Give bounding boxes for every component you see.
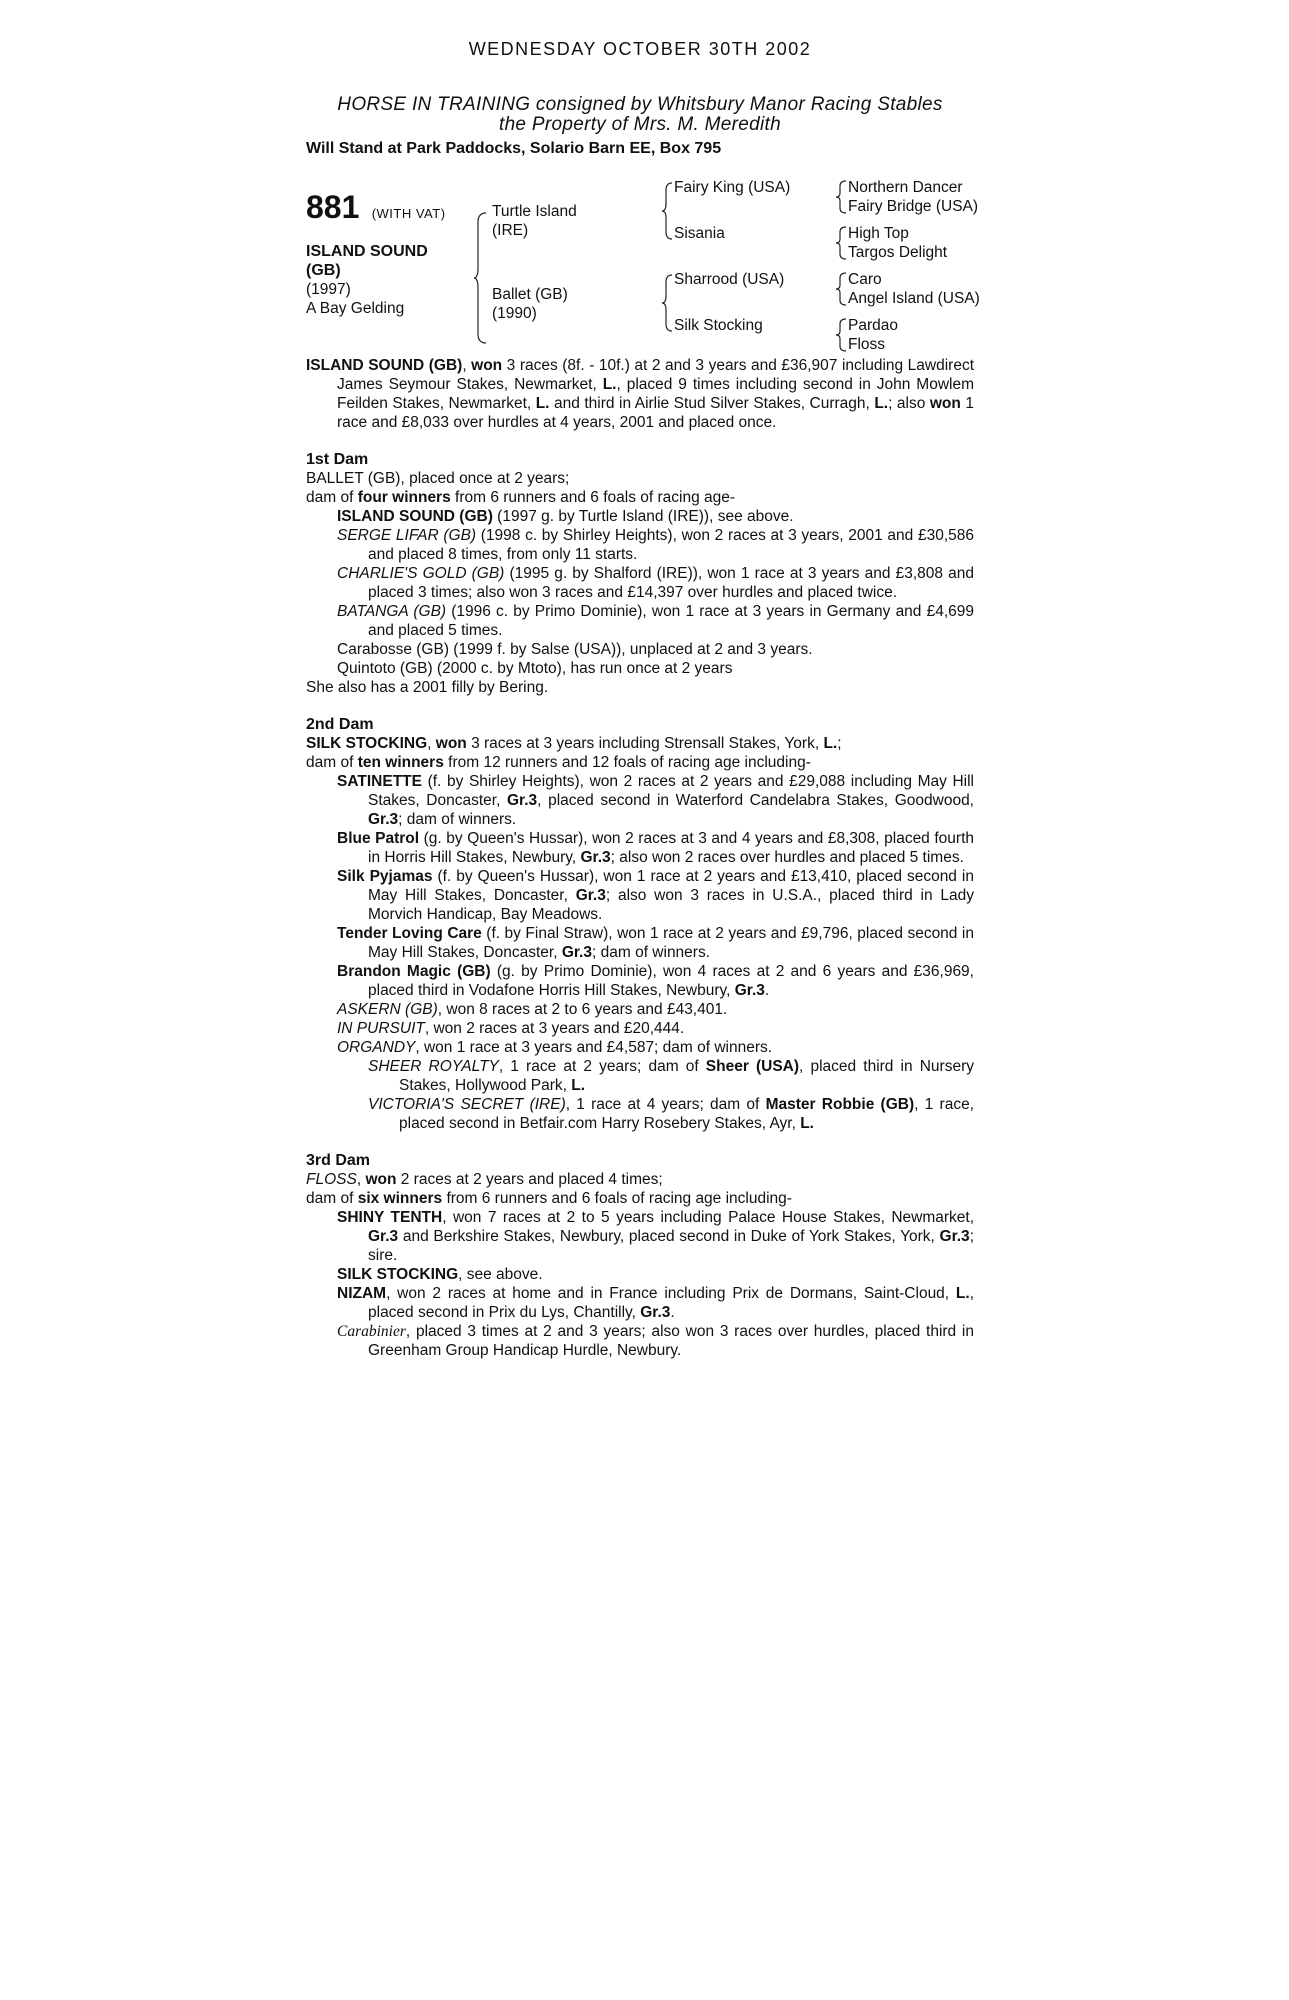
ped-dsd: Angel Island (USA) [848, 290, 980, 307]
stand-location: Will Stand at Park Paddocks, Solario Barn EE, Box 795 [306, 140, 722, 157]
dam3-summary: FLOSS, won 2 races at 2 years and placed 4 times; [306, 1171, 663, 1188]
ped-sss: Northern Dancer [848, 179, 963, 196]
catalogue-page [306, 39, 980, 1360]
ped-dss: Caro [848, 271, 882, 288]
race-record: ISLAND SOUND (GB), won 3 races (8f. - 10f.) at 2 and 3 years and £36,907 including Lawdirect James Seymour Stakes, Newmarket, L., placed 9 times including second in John Mowlem Feilden Stakes, Newmarket, L. and third in Airlie Stud Silver Stakes, Curragh, L.; also won 1 race and £8,033 over hurdles at 4 years, 2001 and placed once. [306, 357, 974, 431]
pedigree-block [306, 172, 980, 356]
brace-icon [836, 226, 848, 260]
list-item: SATINETTE (f. by Shirley Heights), won 2 races at 2 years and £29,088 including May Hill Stakes, Doncaster, Gr.3, placed second in Waterford Candelabra Stakes, Goodwood, Gr.3; dam of winners. [337, 773, 974, 828]
brace-icon [836, 318, 848, 352]
sire-country: (IRE) [492, 222, 529, 239]
dam1-summary: BALLET (GB), placed once at 2 years; [306, 470, 570, 487]
list-item: SHEER ROYALTY, 1 race at 2 years; dam of Sheer (USA), placed third in Nursery Stakes, Hollywood Park, L. [368, 1058, 974, 1094]
dam-year: (1990) [492, 305, 537, 322]
ped-sdd: Targos Delight [848, 244, 948, 261]
horse-name-line-1: ISLAND SOUND [306, 243, 428, 260]
dam-dam: Silk Stocking [674, 317, 763, 334]
vat-note: (WITH VAT) [371, 206, 446, 221]
list-item: Carabinier, placed 3 times at 2 and 3 years; also won 3 races over hurdles, placed third in Greenham Group Handicap Hurdle, Newbury. [337, 1323, 974, 1359]
list-item: Brandon Magic (GB) (g. by Primo Dominie), won 4 races at 2 and 6 years and £36,969, placed third in Vodafone Horris Hill Stakes, Newbury, Gr.3. [337, 963, 974, 999]
horse-year: (1997) [306, 281, 351, 298]
section-heading-3rd-dam: 3rd Dam [306, 1152, 371, 1169]
dam-sire: Sharrood (USA) [674, 271, 785, 288]
horse-name-line-2: (GB) [306, 262, 341, 279]
lot-heading [306, 190, 446, 224]
horse-description: A Bay Gelding [306, 300, 405, 317]
list-item: Carabosse (GB) (1999 f. by Salse (USA)), unplaced at 2 and 3 years. [337, 641, 813, 658]
consignment-line-2: the Property of Mrs. M. Meredith [498, 114, 782, 135]
list-item: ORGANDY, won 1 race at 3 years and £4,587; dam of winners. [337, 1039, 773, 1056]
brace-icon [662, 182, 674, 240]
sire-name: Turtle Island [492, 203, 577, 220]
list-item: BATANGA (GB) (1996 c. by Primo Dominie), won 1 race at 3 years in Germany and £4,699 and placed 5 times. [337, 603, 974, 639]
list-item: SERGE LIFAR (GB) (1998 c. by Shirley Heights), won 2 races at 3 years, 2001 and £30,586 and placed 8 times, from only 11 starts. [337, 527, 974, 563]
list-item: IN PURSUIT, won 2 races at 3 years and £20,444. [337, 1020, 685, 1037]
brace-icon [836, 272, 848, 306]
brace-icon [662, 274, 674, 332]
list-item: SHINY TENTH, won 7 races at 2 to 5 years including Palace House Stakes, Newmarket, Gr.3 and Berkshire Stakes, Newbury, placed second in Duke of York Stakes, York, Gr.3; sire. [337, 1209, 975, 1264]
ped-ddd: Floss [848, 336, 886, 353]
ped-ssd: Fairy Bridge (USA) [848, 198, 979, 215]
brace-icon [836, 180, 848, 214]
ped-sds: High Top [848, 225, 909, 242]
dam-name: Ballet (GB) [492, 286, 568, 303]
list-item: CHARLIE'S GOLD (GB) (1995 g. by Shalford (IRE)), won 1 race at 3 years and £3,808 and placed 3 times; also won 3 races and £14,397 over hurdles and placed twice. [337, 565, 974, 601]
list-item: NIZAM, won 2 races at home and in France including Prix de Dormans, Saint-Cloud, L., placed second in Prix du Lys, Chantilly, Gr.3. [337, 1285, 974, 1321]
dam1-dam-of: dam of four winners from 6 runners and 6 foals of racing age- [306, 489, 736, 506]
consignment-line-1: HORSE IN TRAINING consigned by Whitsbury Manor Racing Stables [337, 94, 943, 115]
list-item: Quintoto (GB) (2000 c. by Mtoto), has run once at 2 years [337, 660, 733, 677]
brace-icon [474, 212, 488, 344]
dam2-dam-of: dam of ten winners from 12 runners and 12 foals of racing age including- [306, 754, 811, 771]
list-item: Tender Loving Care (f. by Final Straw), won 1 race at 2 years and £9,796, placed second in May Hill Stakes, Doncaster, Gr.3; dam of winners. [337, 925, 974, 961]
list-item: ISLAND SOUND (GB) (1997 g. by Turtle Island (IRE)), see above. [337, 508, 794, 525]
list-item: ASKERN (GB), won 8 races at 2 to 6 years and £43,401. [337, 1001, 728, 1018]
dam2-summary: SILK STOCKING, won 3 races at 3 years including Strensall Stakes, York, L.; [306, 735, 842, 752]
dam3-dam-of: dam of six winners from 6 runners and 6 foals of racing age including- [306, 1190, 792, 1207]
date-header: WEDNESDAY OCTOBER 30TH 2002 [468, 39, 812, 59]
section-heading-1st-dam: 1st Dam [306, 451, 369, 468]
dam1-footer: She also has a 2001 filly by Bering. [306, 679, 549, 696]
list-item: SILK STOCKING, see above. [337, 1266, 543, 1283]
list-item: Blue Patrol (g. by Queen's Hussar), won 2 races at 3 and 4 years and £8,308, placed fourth in Horris Hill Stakes, Newbury, Gr.3; also won 2 races over hurdles and placed 5 times. [337, 830, 974, 866]
ped-dds: Pardao [848, 317, 898, 334]
sire-sire: Fairy King (USA) [674, 179, 791, 196]
list-item: VICTORIA'S SECRET (IRE), 1 race at 4 years; dam of Master Robbie (GB), 1 race, placed second in Betfair.com Harry Rosebery Stakes, Ayr, L. [368, 1096, 974, 1132]
list-item: Silk Pyjamas (f. by Queen's Hussar), won 1 race at 2 years and £13,410, placed second in May Hill Stakes, Doncaster, Gr.3; also won 3 races in U.S.A., placed third in Lady Morvich Handicap, Bay Meadows. [337, 868, 974, 923]
sire-dam: Sisania [674, 225, 725, 242]
lot-number: 881 [306, 189, 360, 225]
section-heading-2nd-dam: 2nd Dam [306, 716, 374, 733]
